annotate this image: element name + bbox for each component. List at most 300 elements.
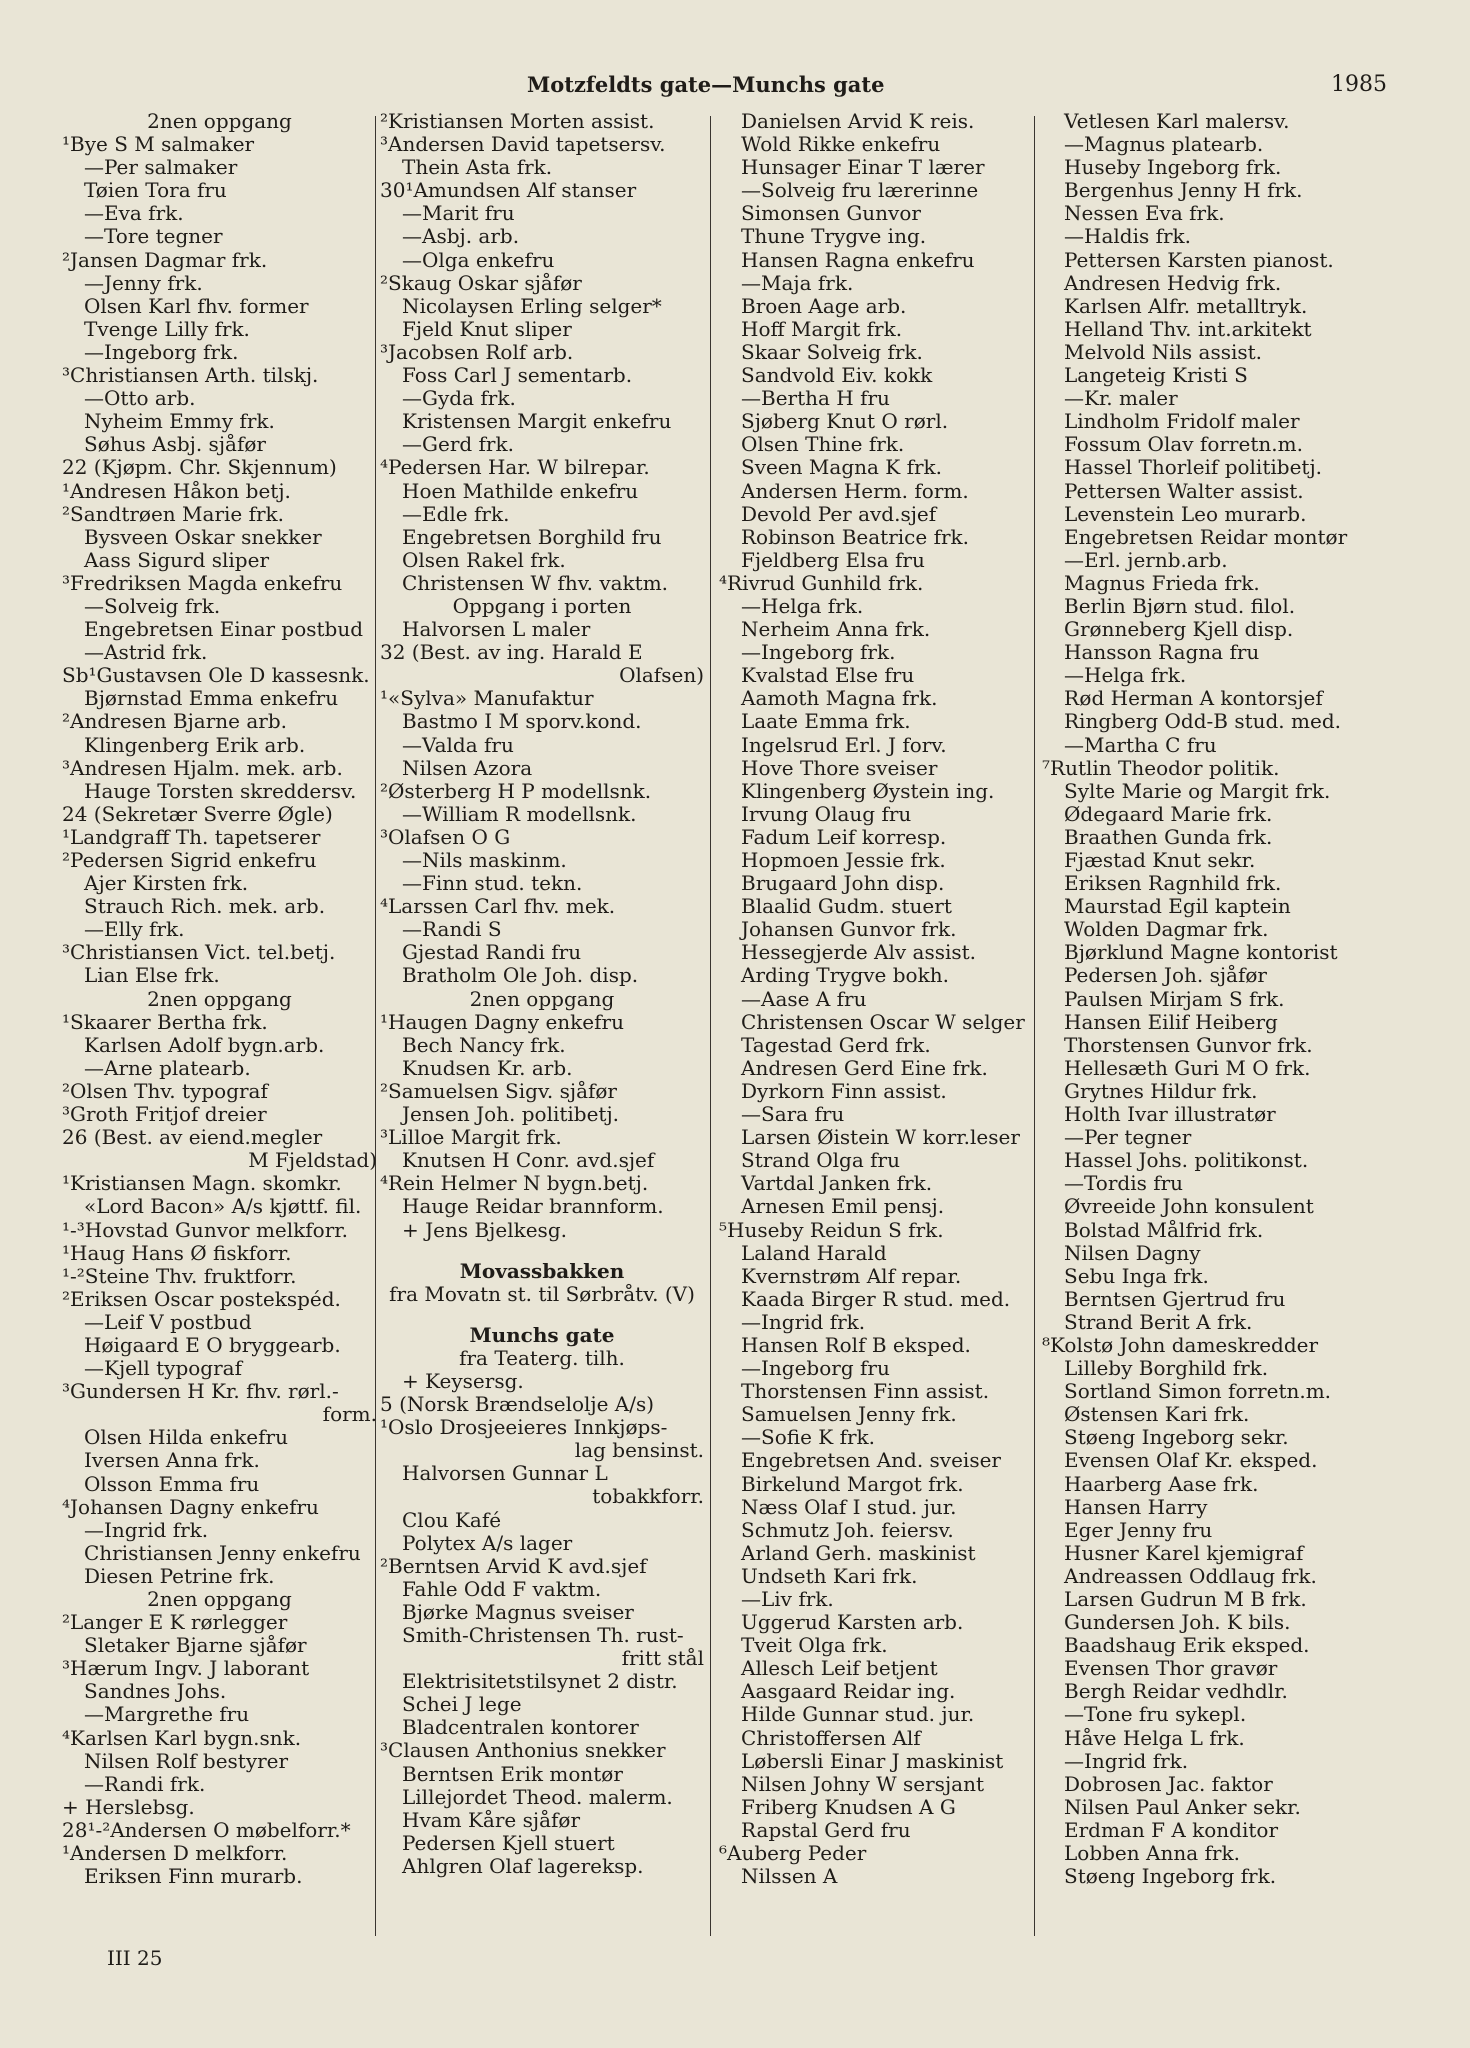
- directory-entry: «Lord Bacon» A/s kjøttf. fil.: [84, 1195, 362, 1219]
- directory-entry: —Valda fru: [402, 733, 514, 757]
- directory-entry: Husner Karel kjemigraf: [1064, 1541, 1304, 1565]
- directory-entry: Langeteig Kristi S: [1064, 364, 1248, 388]
- directory-entry: Hellesæth Guri M O frk.: [1064, 1056, 1311, 1080]
- directory-entry: Broen Aage arb.: [741, 294, 907, 318]
- directory-entry: —Haldis frk.: [1064, 225, 1192, 249]
- directory-entry: Diesen Petrine frk.: [84, 1564, 275, 1588]
- directory-entry: Thorstensen Finn assist.: [741, 1380, 990, 1404]
- directory-entry: Foss Carl J sementarb.: [402, 364, 633, 388]
- directory-entry: Hoen Mathilde enkefru: [402, 479, 639, 503]
- directory-entry: Christensen Oscar W selger: [741, 1010, 1025, 1034]
- directory-entry: Wolden Dagmar frk.: [1064, 918, 1269, 942]
- directory-entry: ⁴Johansen Dagny enkefru: [62, 1495, 319, 1519]
- directory-entry: ³Hærum Ingv. J laborant: [62, 1657, 310, 1681]
- directory-entry: Tagestad Gerd frk.: [741, 1033, 931, 1057]
- directory-entry: —Randi frk.: [84, 1772, 206, 1796]
- directory-entry: Grytnes Hildur frk.: [1064, 1079, 1258, 1103]
- directory-entry: fritt stål: [621, 1647, 704, 1671]
- directory-entry: —Ingrid frk.: [741, 1310, 866, 1334]
- directory-entry: Olsen Rakel frk.: [402, 548, 566, 572]
- directory-entry: Fadum Leif korresp.: [741, 825, 947, 849]
- directory-entry: Simonsen Gunvor: [741, 202, 921, 226]
- directory-entry: Blaalid Gudm. stuert: [741, 895, 952, 919]
- directory-entry: —Solveig frk.: [84, 594, 221, 618]
- directory-entry: ⁸Kolstø John dameskredder: [1042, 1333, 1319, 1357]
- directory-entry: Baadshaug Erik eksped.: [1064, 1634, 1310, 1658]
- directory-entry: Sb¹Gustavsen Ole D kassesnk.: [62, 664, 370, 688]
- directory-entry: Paulsen Mirjam S frk.: [1064, 987, 1285, 1011]
- directory-entry: Bysveen Oskar snekker: [84, 525, 322, 549]
- directory-entry: Hopmoen Jessie frk.: [741, 849, 946, 872]
- directory-entry: Fossum Olav forretn.m.: [1064, 433, 1303, 457]
- directory-entry: Sylte Marie og Margit frk.: [1064, 779, 1331, 803]
- directory-entry: —Helga frk.: [1064, 664, 1187, 688]
- directory-entry: —William R modellsnk.: [402, 802, 637, 826]
- directory-entry: ²Andresen Bjarne arb.: [62, 710, 287, 734]
- directory-entry: Laland Harald: [741, 1241, 887, 1265]
- directory-entry: ⁴Rivrud Gunhild frk.: [719, 571, 924, 595]
- directory-entry: ²Samuelsen Sigv. sjåfør: [380, 1079, 617, 1103]
- directory-entry: ³Clausen Anthonius snekker: [380, 1739, 666, 1763]
- directory-entry: Schei J lege: [402, 1693, 522, 1717]
- directory-entry: ⁴Rein Helmer N bygn.betj.: [380, 1172, 649, 1196]
- directory-entry: Nessen Eva frk.: [1064, 202, 1225, 226]
- directory-entry: ⁴Pedersen Har. W bilrepar.: [380, 456, 650, 480]
- directory-entry: —Martha C fru: [1064, 733, 1217, 757]
- directory-entry: Løbersli Einar J maskinist: [741, 1749, 1004, 1773]
- directory-entry: ¹-²Steine Thv. fruktforr.: [62, 1264, 297, 1288]
- directory-entry: lag bensinst.: [574, 1439, 704, 1463]
- directory-entry: Nilsen Rolf bestyrer: [84, 1749, 289, 1773]
- directory-entry: —Marit fru: [402, 202, 515, 226]
- directory-entry: Knutsen H Conr. avd.sjef: [402, 1149, 655, 1173]
- directory-entry: Larsen Gudrun M B frk.: [1064, 1588, 1307, 1611]
- directory-entry: Hilde Gunnar stud. jur.: [741, 1703, 975, 1727]
- directory-entry: ¹-³Hovstad Gunvor melkforr.: [62, 1218, 348, 1242]
- directory-entry: Iversen Anna frk.: [84, 1449, 260, 1473]
- directory-entry: Sandvold Eiv. kokk: [741, 364, 933, 388]
- directory-entry: 30¹Amundsen Alf stanser: [380, 179, 637, 203]
- directory-entry: Nilsen Dagny: [1064, 1241, 1201, 1265]
- directory-entry: —Margrethe fru: [84, 1703, 250, 1727]
- directory-entry: Ingelsrud Erl. J forv.: [741, 733, 947, 757]
- directory-entry: —Kjell typograf: [84, 1357, 242, 1381]
- directory-entry: Johansen Gunvor frk.: [741, 918, 957, 942]
- directory-entry: Rød Herman A kontorsjef: [1064, 687, 1323, 711]
- directory-entry: ²Pedersen Sigrid enkefru: [62, 849, 317, 872]
- directory-entry: 28¹-²Andersen O møbelforr.*: [62, 1818, 351, 1842]
- directory-entry: ²Jansen Dagmar frk.: [62, 248, 268, 272]
- directory-entry: Dobrosen Jac. faktor: [1064, 1772, 1273, 1796]
- directory-entry: Larsen Øistein W korr.leser: [741, 1126, 1020, 1150]
- directory-entry: Braathen Gunda frk.: [1064, 825, 1273, 849]
- directory-entry: —Leif V postbud: [84, 1310, 252, 1334]
- directory-entry: Samuelsen Jenny frk.: [741, 1403, 957, 1427]
- directory-entry: Lobben Anna frk.: [1064, 1842, 1240, 1866]
- directory-entry: Uggerud Karsten arb.: [741, 1611, 964, 1635]
- directory-entry: Jensen Joh. politibetj.: [402, 1103, 620, 1127]
- directory-entry: Bratholm Ole Joh. disp.: [402, 964, 639, 988]
- directory-entry: Kristensen Margit enkefru: [402, 410, 672, 434]
- directory-entry: ¹Bye S M salmaker: [62, 133, 255, 157]
- directory-entry: Pettersen Karsten pianost.: [1064, 248, 1334, 272]
- directory-entry: Hassel Johs. politikonst.: [1064, 1149, 1309, 1173]
- directory-entry: Olsen Thine frk.: [741, 433, 905, 457]
- directory-entry: Fahle Odd F vaktm.: [402, 1577, 602, 1601]
- directory-entry: 24 (Sekretær Sverre Øgle): [62, 802, 333, 826]
- directory-entry: —Ingrid frk.: [84, 1518, 209, 1542]
- directory-entry: —Tone fru sykepl.: [1064, 1703, 1247, 1727]
- directory-entry: Danielsen Arvid K reis.: [741, 110, 975, 133]
- directory-entry: Brugaard John disp.: [741, 872, 945, 896]
- directory-entry: 2nen oppgang: [469, 987, 615, 1011]
- directory-entry: —Magnus platearb.: [1064, 133, 1264, 157]
- directory-entry: Fjeld Knut sliper: [402, 317, 572, 341]
- directory-entry: Arnesen Emil pensj.: [741, 1195, 945, 1219]
- directory-entry: ²Eriksen Oscar postekspéd.: [62, 1287, 341, 1311]
- directory-entry: M Fjeldstad): [248, 1149, 377, 1173]
- directory-entry: ²Kristiansen Morten assist.: [380, 110, 655, 133]
- directory-entry: Melvold Nils assist.: [1064, 340, 1263, 364]
- directory-entry: Allesch Leif betjent: [741, 1657, 938, 1681]
- directory-entry: Thorstensen Gunvor frk.: [1064, 1033, 1313, 1057]
- directory-entry: ⁵Huseby Reidun S frk.: [719, 1218, 944, 1242]
- directory-entry: Magnus Frieda frk.: [1064, 571, 1260, 595]
- directory-entry: Christiansen Jenny enkefru: [84, 1541, 361, 1565]
- directory-entry: Evensen Olaf Kr. eksped.: [1064, 1449, 1318, 1473]
- directory-entry: Ødegaard Marie frk.: [1064, 802, 1273, 826]
- directory-entry: —Arne platearb.: [84, 1056, 251, 1080]
- directory-entry: Nilssen A: [741, 1865, 838, 1889]
- directory-entry: Andresen Gerd Eine frk.: [741, 1056, 988, 1080]
- directory-entry: Olsen Hilda enkefru: [84, 1426, 288, 1450]
- directory-entry: Elektrisitetstilsynet 2 distr.: [402, 1670, 678, 1694]
- directory-entry: ¹Haugen Dagny enkefru: [380, 1010, 624, 1034]
- directory-entry: Nyheim Emmy frk.: [84, 410, 275, 434]
- column-divider: [1034, 116, 1035, 1936]
- directory-entry: Bergh Reidar vedhdlr.: [1064, 1680, 1288, 1704]
- directory-entry: Høigaard E O bryggearb.: [84, 1333, 341, 1357]
- directory-entry: ⁴Karlsen Karl bygn.snk.: [62, 1726, 302, 1750]
- directory-entry: —Solveig fru lærerinne: [741, 179, 979, 203]
- directory-entry: Undseth Kari frk.: [741, 1564, 918, 1588]
- directory-entry: Olsen Karl fhv. former: [84, 294, 309, 318]
- directory-entry: Håve Helga L frk.: [1064, 1726, 1245, 1750]
- directory-entry: Evensen Thor gravør: [1064, 1657, 1278, 1681]
- directory-entry: Ajer Kirsten frk.: [84, 872, 249, 896]
- directory-entry: Bolstad Målfrid frk.: [1064, 1218, 1264, 1242]
- directory-entry: —Gyda frk.: [402, 387, 516, 411]
- directory-entry: Øvreeide John konsulent: [1064, 1195, 1314, 1219]
- directory-entry: Olsson Emma fru: [84, 1472, 260, 1496]
- directory-entry: Aasgaard Reidar ing.: [741, 1680, 956, 1704]
- directory-entry: Sveen Magna K frk.: [741, 456, 943, 480]
- directory-entry: ⁴Larssen Carl fhv. mek.: [380, 895, 616, 919]
- directory-entry: ²Østerberg H P modellsnk.: [380, 779, 652, 803]
- directory-entry: form.: [322, 1403, 377, 1427]
- directory-page: [62, 58, 1407, 2008]
- directory-entry: —Nils maskinm.: [402, 849, 567, 872]
- directory-entry: ¹«Sylva» Manufaktur: [380, 687, 594, 711]
- directory-entry: —Ingeborg frk.: [741, 641, 896, 665]
- directory-entry: Strand Olga fru: [741, 1149, 900, 1173]
- directory-entry: Støeng Ingeborg sekr.: [1064, 1426, 1289, 1450]
- directory-entry: Strand Berit A frk.: [1064, 1310, 1253, 1334]
- section-heading: Movassbakken: [459, 1259, 625, 1283]
- directory-entry: Sletaker Bjarne sjåfør: [84, 1634, 307, 1658]
- directory-entry: Bjørke Magnus sveiser: [402, 1600, 634, 1624]
- directory-entry: ³Fredriksen Magda enkefru: [62, 571, 343, 595]
- directory-entry: 2nen oppgang: [147, 987, 292, 1011]
- directory-entry: —Liv frk.: [741, 1588, 834, 1611]
- directory-entry: ²Berntsen Arvid K avd.sjef: [380, 1554, 647, 1578]
- directory-entry: Tvenge Lilly frk.: [84, 317, 250, 341]
- directory-entry: —Kr. maler: [1064, 387, 1178, 411]
- directory-entry: Devold Per avd.sjef: [741, 502, 937, 526]
- directory-entry: —Edle frk.: [402, 502, 510, 526]
- directory-entry: Nilsen Azora: [402, 756, 533, 780]
- directory-entry: Hansen Eilif Heiberg: [1064, 1010, 1278, 1034]
- directory-entry: Arland Gerh. maskinist: [741, 1541, 976, 1565]
- directory-entry: Gundersen Joh. K bils.: [1064, 1611, 1291, 1635]
- directory-entry: ⁶Auberg Peder: [719, 1842, 867, 1866]
- directory-entry: Pedersen Kjell stuert: [402, 1831, 615, 1855]
- spacer: [380, 1306, 704, 1324]
- directory-entry: Bladcentralen kontorer: [402, 1716, 639, 1740]
- directory-entry: Hunsager Einar T lærer: [741, 156, 985, 180]
- directory-entry: Haarberg Aase frk.: [1064, 1472, 1259, 1496]
- directory-entry: ¹Skaarer Bertha frk.: [62, 1010, 268, 1034]
- directory-entry: fra Teaterg. tilh.: [459, 1346, 625, 1370]
- directory-entry: Helland Thv. int.arkitekt: [1064, 317, 1312, 341]
- directory-entry: Klingenberg Øystein ing.: [741, 779, 995, 803]
- directory-entry: —Erl. jernb.arb.: [1064, 548, 1228, 572]
- directory-entry: Lian Else frk.: [84, 964, 220, 988]
- directory-entry: Polytex A/s lager: [402, 1531, 573, 1555]
- directory-entry: Bjørnstad Emma enkefru: [84, 687, 339, 711]
- directory-entry: Bech Nancy frk.: [402, 1033, 566, 1057]
- directory-entry: Hove Thore sveiser: [741, 756, 938, 780]
- directory-entry: Andersen Herm. form.: [741, 479, 969, 503]
- directory-entry: ¹Landgraff Th. tapetserer: [62, 825, 321, 849]
- directory-entry: ³Christiansen Arth. tilskj.: [62, 364, 319, 388]
- directory-entry: Nerheim Anna frk.: [741, 618, 931, 642]
- directory-entry: tobakkforr.: [592, 1485, 704, 1509]
- column-3: [719, 110, 1029, 1888]
- directory-entry: ²Sandtrøen Marie frk.: [62, 502, 285, 526]
- directory-entry: + Jens Bjelkesg.: [402, 1218, 567, 1242]
- directory-entry: + Keysersg.: [402, 1369, 524, 1393]
- directory-entry: Levenstein Leo murarb.: [1064, 502, 1307, 526]
- directory-entry: 5 (Norsk Brændselolje A/s): [380, 1393, 655, 1417]
- directory-entry: —Sara fru: [741, 1103, 845, 1127]
- column-1: [62, 110, 377, 1888]
- directory-entry: Thein Asta frk.: [402, 156, 553, 180]
- directory-entry: Strauch Rich. mek. arb.: [84, 895, 326, 919]
- directory-entry: 32 (Best. av ing. Harald E: [380, 641, 643, 665]
- directory-entry: Olafsen): [619, 664, 704, 688]
- directory-entry: Nicolaysen Erling selger*: [402, 294, 662, 318]
- directory-entry: ¹Andersen D melkforr.: [62, 1842, 288, 1866]
- directory-entry: Andresen Hedvig frk.: [1064, 271, 1282, 295]
- directory-entry: Engebretsen Reidar montør: [1064, 525, 1348, 549]
- directory-entry: ³Andresen Hjalm. mek. arb.: [62, 756, 343, 780]
- spacer: [380, 1242, 704, 1260]
- column-2: [380, 110, 704, 1878]
- directory-entry: —Aase A fru: [741, 987, 867, 1011]
- directory-entry: —Elly frk.: [84, 918, 185, 942]
- directory-entry: Fjæstad Knut sekr.: [1064, 849, 1256, 872]
- directory-entry: Skaar Solveig frk.: [741, 340, 923, 364]
- directory-entry: ³Lilloe Margit frk.: [380, 1126, 562, 1150]
- column-divider: [710, 116, 711, 1936]
- directory-entry: Holth Ivar illustratør: [1064, 1103, 1276, 1127]
- directory-entry: Hansson Ragna fru: [1064, 641, 1260, 665]
- directory-entry: 2nen oppgang: [147, 110, 292, 133]
- directory-entry: Lindholm Fridolf maler: [1064, 410, 1300, 434]
- directory-entry: Støeng Ingeborg frk.: [1064, 1865, 1277, 1889]
- directory-entry: Hauge Torsten skreddersv.: [84, 779, 357, 803]
- directory-entry: Wold Rikke enkefru: [741, 133, 941, 157]
- directory-entry: Aamoth Magna frk.: [741, 687, 938, 711]
- directory-entry: ¹Andresen Håkon betj.: [62, 479, 291, 503]
- directory-entry: Østensen Kari frk.: [1064, 1403, 1250, 1427]
- directory-entry: Hessegjerde Alv assist.: [741, 941, 977, 965]
- directory-entry: Karlsen Alfr. metalltryk.: [1064, 294, 1308, 318]
- directory-entry: —Per salmaker: [84, 156, 238, 180]
- directory-entry: ¹Oslo Drosjeeieres Innkjøps-: [380, 1416, 668, 1440]
- directory-entry: ¹Kristiansen Magn. skomkr.: [62, 1172, 342, 1196]
- directory-entry: —Olga enkefru: [402, 248, 555, 272]
- directory-entry: Irvung Olaug fru: [741, 802, 912, 826]
- directory-entry: Oppgang i porten: [452, 594, 632, 618]
- directory-entry: Smith-Christensen Th. rust-: [402, 1624, 684, 1647]
- directory-entry: Sortland Simon forretn.m.: [1064, 1380, 1332, 1404]
- page-header: [62, 66, 1407, 106]
- directory-entry: 22 (Kjøpm. Chr. Skjennum): [62, 456, 337, 480]
- directory-entry: ²Skaug Oskar sjåfør: [380, 271, 582, 295]
- directory-entry: Christoffersen Alf: [741, 1726, 921, 1750]
- directory-entry: Pettersen Walter assist.: [1064, 479, 1304, 503]
- directory-entry: —Helga frk.: [741, 594, 864, 618]
- directory-entry: —Otto arb.: [84, 387, 196, 411]
- directory-entry: Erdman F A konditor: [1064, 1818, 1279, 1842]
- directory-entry: Rapstal Gerd fru: [741, 1818, 911, 1842]
- directory-entry: Arding Trygve bokh.: [741, 964, 949, 988]
- directory-entry: Hassel Thorleif politibetj.: [1064, 456, 1322, 480]
- directory-entry: Halvorsen L maler: [402, 618, 591, 642]
- directory-entry: ¹Haug Hans Ø fiskforr.: [62, 1241, 292, 1265]
- directory-entry: fra Movatn st. til Sørbråtv. (V): [389, 1282, 695, 1306]
- directory-entry: Bergenhus Jenny H frk.: [1064, 179, 1303, 203]
- directory-entry: Schmutz Joh. feiersv.: [741, 1518, 954, 1542]
- directory-entry: Vetlesen Karl malersv.: [1064, 110, 1290, 133]
- directory-entry: Fjeldberg Elsa fru: [741, 548, 925, 572]
- directory-entry: Hauge Reidar brannform.: [402, 1195, 664, 1219]
- directory-entry: Lilleby Borghild frk.: [1064, 1357, 1269, 1381]
- directory-entry: Ringberg Odd-B stud. med.: [1064, 710, 1341, 734]
- directory-entry: Berntsen Gjertrud fru: [1064, 1287, 1286, 1311]
- directory-entry: Sjøberg Knut O rørl.: [741, 410, 949, 434]
- directory-entry: —Finn stud. tekn.: [402, 872, 583, 896]
- directory-entry: Hansen Harry: [1064, 1495, 1208, 1519]
- directory-entry: Næss Olaf I stud. jur.: [741, 1495, 957, 1519]
- directory-entry: 2nen oppgang: [147, 1588, 292, 1611]
- directory-entry: —Ingeborg fru: [741, 1357, 890, 1381]
- directory-entry: Andreassen Oddlaug frk.: [1064, 1564, 1317, 1588]
- directory-entry: Aass Sigurd sliper: [84, 548, 270, 572]
- column-4: [1042, 110, 1387, 1888]
- directory-entry: 26 (Best. av eiend.megler: [62, 1126, 323, 1150]
- directory-entry: Gjestad Randi fru: [402, 941, 582, 965]
- directory-entry: Tøien Tora fru: [84, 179, 227, 203]
- directory-entry: Kvernstrøm Alf repar.: [741, 1264, 962, 1288]
- directory-entry: —Per tegner: [1064, 1126, 1192, 1150]
- directory-entry: Nilsen Johny W sersjant: [741, 1772, 984, 1796]
- directory-entry: Kvalstad Else fru: [741, 664, 915, 688]
- directory-entry: Karlsen Adolf bygn.arb.: [84, 1033, 325, 1057]
- directory-entry: Engebretsen Einar postbud: [84, 618, 364, 642]
- directory-entry: —Ingrid frk.: [1064, 1749, 1189, 1773]
- directory-entry: Sandnes Johs.: [84, 1680, 227, 1704]
- directory-entry: Lillejordet Theod. malerm.: [402, 1785, 673, 1809]
- directory-entry: —Ingeborg frk.: [84, 340, 239, 364]
- directory-entry: Engebretsen And. sveiser: [741, 1449, 1001, 1473]
- directory-entry: Hoff Margit frk.: [741, 317, 903, 341]
- directory-entry: ³Gundersen H Kr. fhv. rørl.-: [62, 1380, 339, 1404]
- directory-entry: Christensen W fhv. vaktm.: [402, 571, 669, 595]
- directory-entry: —Bertha H fru: [741, 387, 890, 411]
- directory-entry: —Astrid frk.: [84, 641, 208, 665]
- directory-entry: —Sofie K frk.: [741, 1426, 876, 1450]
- directory-entry: —Jenny frk.: [84, 271, 203, 295]
- directory-entry: + Herslebsg.: [62, 1795, 195, 1819]
- directory-entry: Søhus Asbj. sjåfør: [84, 433, 266, 457]
- directory-entry: Birkelund Margot frk.: [741, 1472, 964, 1496]
- directory-entry: Bjørklund Magne kontorist: [1064, 941, 1338, 965]
- directory-entry: —Tordis fru: [1064, 1172, 1184, 1196]
- directory-entry: Vartdal Janken frk.: [741, 1172, 933, 1196]
- directory-entry: Robinson Beatrice frk.: [741, 525, 970, 549]
- directory-entry: Bastmo I M sporv.kond.: [402, 710, 642, 734]
- directory-entry: ²Langer E K rørlegger: [62, 1611, 288, 1635]
- directory-entry: Klingenberg Erik arb.: [84, 733, 306, 757]
- directory-entry: Clou Kafé: [402, 1508, 502, 1532]
- directory-entry: —Maja frk.: [741, 271, 854, 295]
- directory-entry: Maurstad Egil kaptein: [1064, 895, 1291, 919]
- directory-entry: Tveit Olga frk.: [741, 1634, 888, 1658]
- directory-entry: ³Jacobsen Rolf arb.: [380, 340, 574, 364]
- directory-entry: Pedersen Joh. sjåfør: [1064, 964, 1267, 988]
- directory-entry: ³Groth Fritjof dreier: [62, 1103, 267, 1127]
- directory-entry: ³Christiansen Vict. tel.betj.: [62, 941, 336, 965]
- directory-entry: Nilsen Paul Anker sekr.: [1064, 1795, 1301, 1819]
- directory-entry: Grønneberg Kjell disp.: [1064, 618, 1294, 642]
- directory-entry: Eriksen Finn murarb.: [84, 1865, 303, 1889]
- directory-entry: —Randi S: [402, 918, 502, 942]
- directory-entry: ⁷Rutlin Theodor politik.: [1042, 756, 1280, 780]
- directory-entry: Eger Jenny fru: [1064, 1518, 1213, 1542]
- directory-entry: Sebu Inga frk.: [1064, 1264, 1209, 1288]
- directory-entry: Knudsen Kr. arb.: [402, 1056, 573, 1080]
- directory-entry: Huseby Ingeborg frk.: [1064, 156, 1282, 180]
- directory-entry: Hvam Kåre sjåfør: [402, 1808, 580, 1832]
- directory-entry: ²Olsen Thv. typograf: [62, 1079, 268, 1103]
- directory-entry: Laate Emma frk.: [741, 710, 911, 734]
- directory-entry: Halvorsen Gunnar L: [402, 1462, 608, 1486]
- directory-entry: Hansen Ragna enkefru: [741, 248, 975, 272]
- section-heading: Munchs gate: [469, 1323, 615, 1347]
